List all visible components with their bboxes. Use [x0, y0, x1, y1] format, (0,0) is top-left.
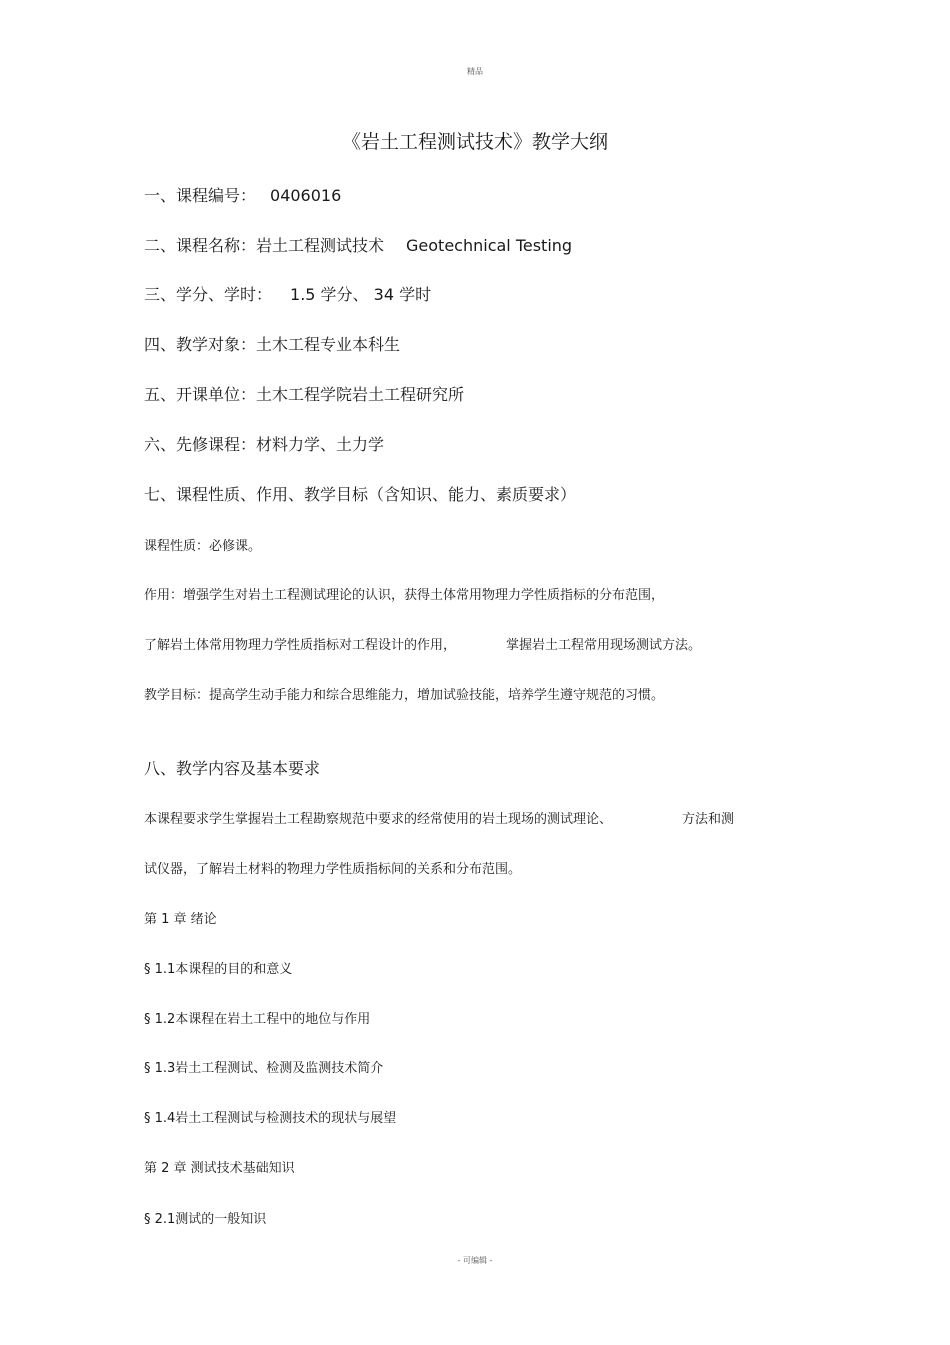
intro-line-1-part-b: 方法和测 [682, 812, 735, 827]
content-heading: 八、教学内容及基本要求 [144, 759, 321, 778]
section-1-2: § 1.2本课程在岩土工程中的地位与作用 [144, 1012, 371, 1027]
course-code-label: 一、课程编号： [144, 186, 257, 205]
section-1-1: § 1.1本课程的目的和意义 [144, 962, 293, 977]
role-line-2-part-a: 了解岩土体常用物理力学性质指标对工程设计的作用， [144, 638, 457, 653]
course-nature-line: 课程性质：必修课。 [144, 539, 262, 554]
role-line-2 [144, 634, 701, 653]
credits-value: 1.5 学分、 34 学时 [290, 285, 432, 304]
section-1-4: § 1.4岩土工程测试与检测技术的现状与展望 [144, 1111, 397, 1126]
prereq-line: 六、先修课程：材料力学、土力学 [144, 435, 385, 454]
course-code-line [144, 183, 341, 206]
intro-line-1 [144, 808, 734, 827]
goal-line: 教学目标：提高学生动手能力和综合思维能力，增加试验技能，培养学生遵守规范的习惯。 [144, 688, 665, 703]
page-footer-mark: - 可编辑 - [457, 1256, 493, 1265]
audience-line: 四、教学对象：土木工程专业本科生 [144, 335, 401, 354]
chapter-1-heading: 第 1 章 绪论 [144, 912, 217, 927]
credits-line [144, 282, 431, 305]
chapter-2-heading: 第 2 章 测试技术基础知识 [144, 1161, 295, 1176]
page-title: 《岩土工程测试技术》教学大纲 [341, 131, 608, 153]
role-line-1: 作用：增强学生对岩土工程测试理论的认识，获得土体常用物理力学性质指标的分布范围， [144, 588, 665, 603]
course-code-value: 0406016 [270, 186, 342, 205]
section-1-3: § 1.3岩土工程测试、检测及监测技术简介 [144, 1061, 384, 1076]
intro-line-1-part-a: 本课程要求学生掌握岩土工程勘察规范中要求的经常使用的岩土现场的测试理论、 [144, 812, 613, 827]
role-line-2-part-b: 掌握岩土工程常用现场测试方法。 [506, 638, 702, 653]
unit-line: 五、开课单位：土木工程学院岩土工程研究所 [144, 385, 465, 404]
course-name-english: Geotechnical Testing [406, 236, 573, 255]
intro-line-2: 试仪器，了解岩土材料的物理力学性质指标间的关系和分布范围。 [144, 862, 522, 877]
page-header-mark: 精品 [467, 67, 483, 76]
course-name-line [144, 233, 572, 256]
nature-heading: 七、课程性质、作用、教学目标（含知识、能力、素质要求） [144, 485, 577, 504]
credits-label: 三、学分、学时： [144, 285, 273, 304]
section-2-1: § 2.1测试的一般知识 [144, 1212, 267, 1227]
course-name-label: 二、课程名称：岩土工程测试技术 [144, 236, 385, 255]
